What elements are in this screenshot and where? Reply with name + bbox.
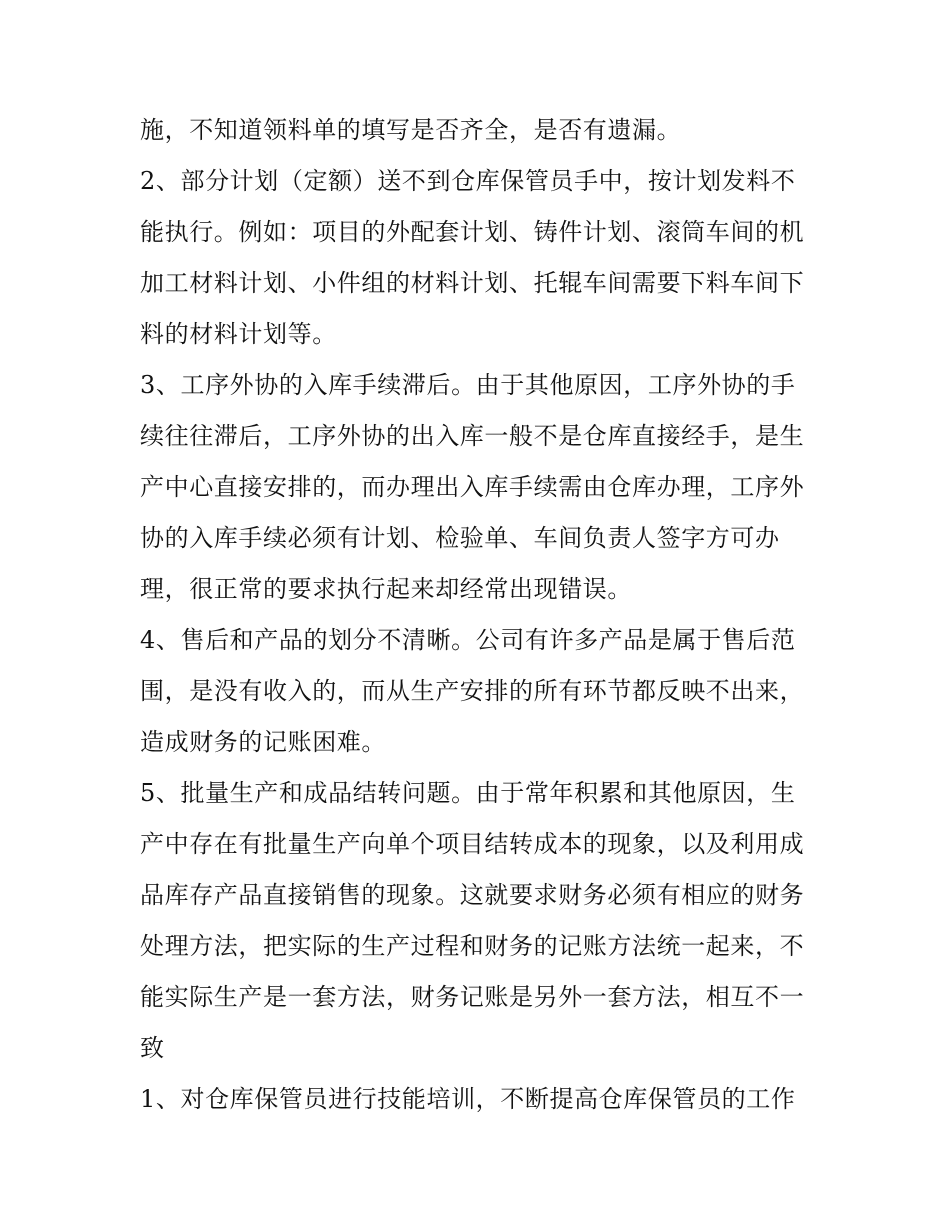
text-line: 致	[140, 1034, 165, 1062]
text-line: 续往往滞后，工序外协的出入库一般不是仓库直接经手，是生	[140, 422, 805, 450]
text-line: 能实际生产是一套方法，财务记账是另外一套方法，相互不一	[140, 983, 805, 1011]
text-line: 4、售后和产品的划分不清晰。公司有许多产品是属于售后范	[140, 626, 796, 654]
text-line: 3、工序外协的入库手续滞后。由于其他原因，工序外协的手	[140, 371, 796, 399]
text-line: 施，不知道领料单的填写是否齐全，是否有遗漏。	[140, 116, 682, 144]
text-line: 料的材料计划等。	[140, 320, 337, 348]
text-line: 协的入库手续必须有计划、检验单、车间负责人签字方可办	[140, 524, 780, 552]
text-line: 1、对仓库保管员进行技能培训，不断提高仓库保管员的工作	[140, 1085, 796, 1113]
text-line: 加工材料计划、小件组的材料计划、托辊车间需要下料车间下	[140, 269, 805, 297]
body-text	[140, 105, 820, 1125]
text-line: 理，很正常的要求执行起来却经常出现错误。	[140, 575, 632, 603]
text-line: 围，是没有收入的，而从生产安排的所有环节都反映不出来，	[140, 677, 805, 705]
text-line: 产中存在有批量生产向单个项目结转成本的现象，以及利用成	[140, 830, 805, 858]
text-line: 处理方法，把实际的生产过程和财务的记账方法统一起来，不	[140, 932, 805, 960]
text-line: 2、部分计划（定额）送不到仓库保管员手中，按计划发料不	[140, 167, 796, 195]
text-line: 品库存产品直接销售的现象。这就要求财务必须有相应的财务	[140, 881, 805, 909]
text-line: 造成财务的记账困难。	[140, 728, 386, 756]
text-line: 能执行。例如：项目的外配套计划、铸件计划、滚筒车间的机	[140, 218, 805, 246]
text-line: 产中心直接安排的，而办理出入库手续需由仓库办理，工序外	[140, 473, 805, 501]
text-line: 5、批量生产和成品结转问题。由于常年积累和其他原因，生	[140, 779, 796, 807]
